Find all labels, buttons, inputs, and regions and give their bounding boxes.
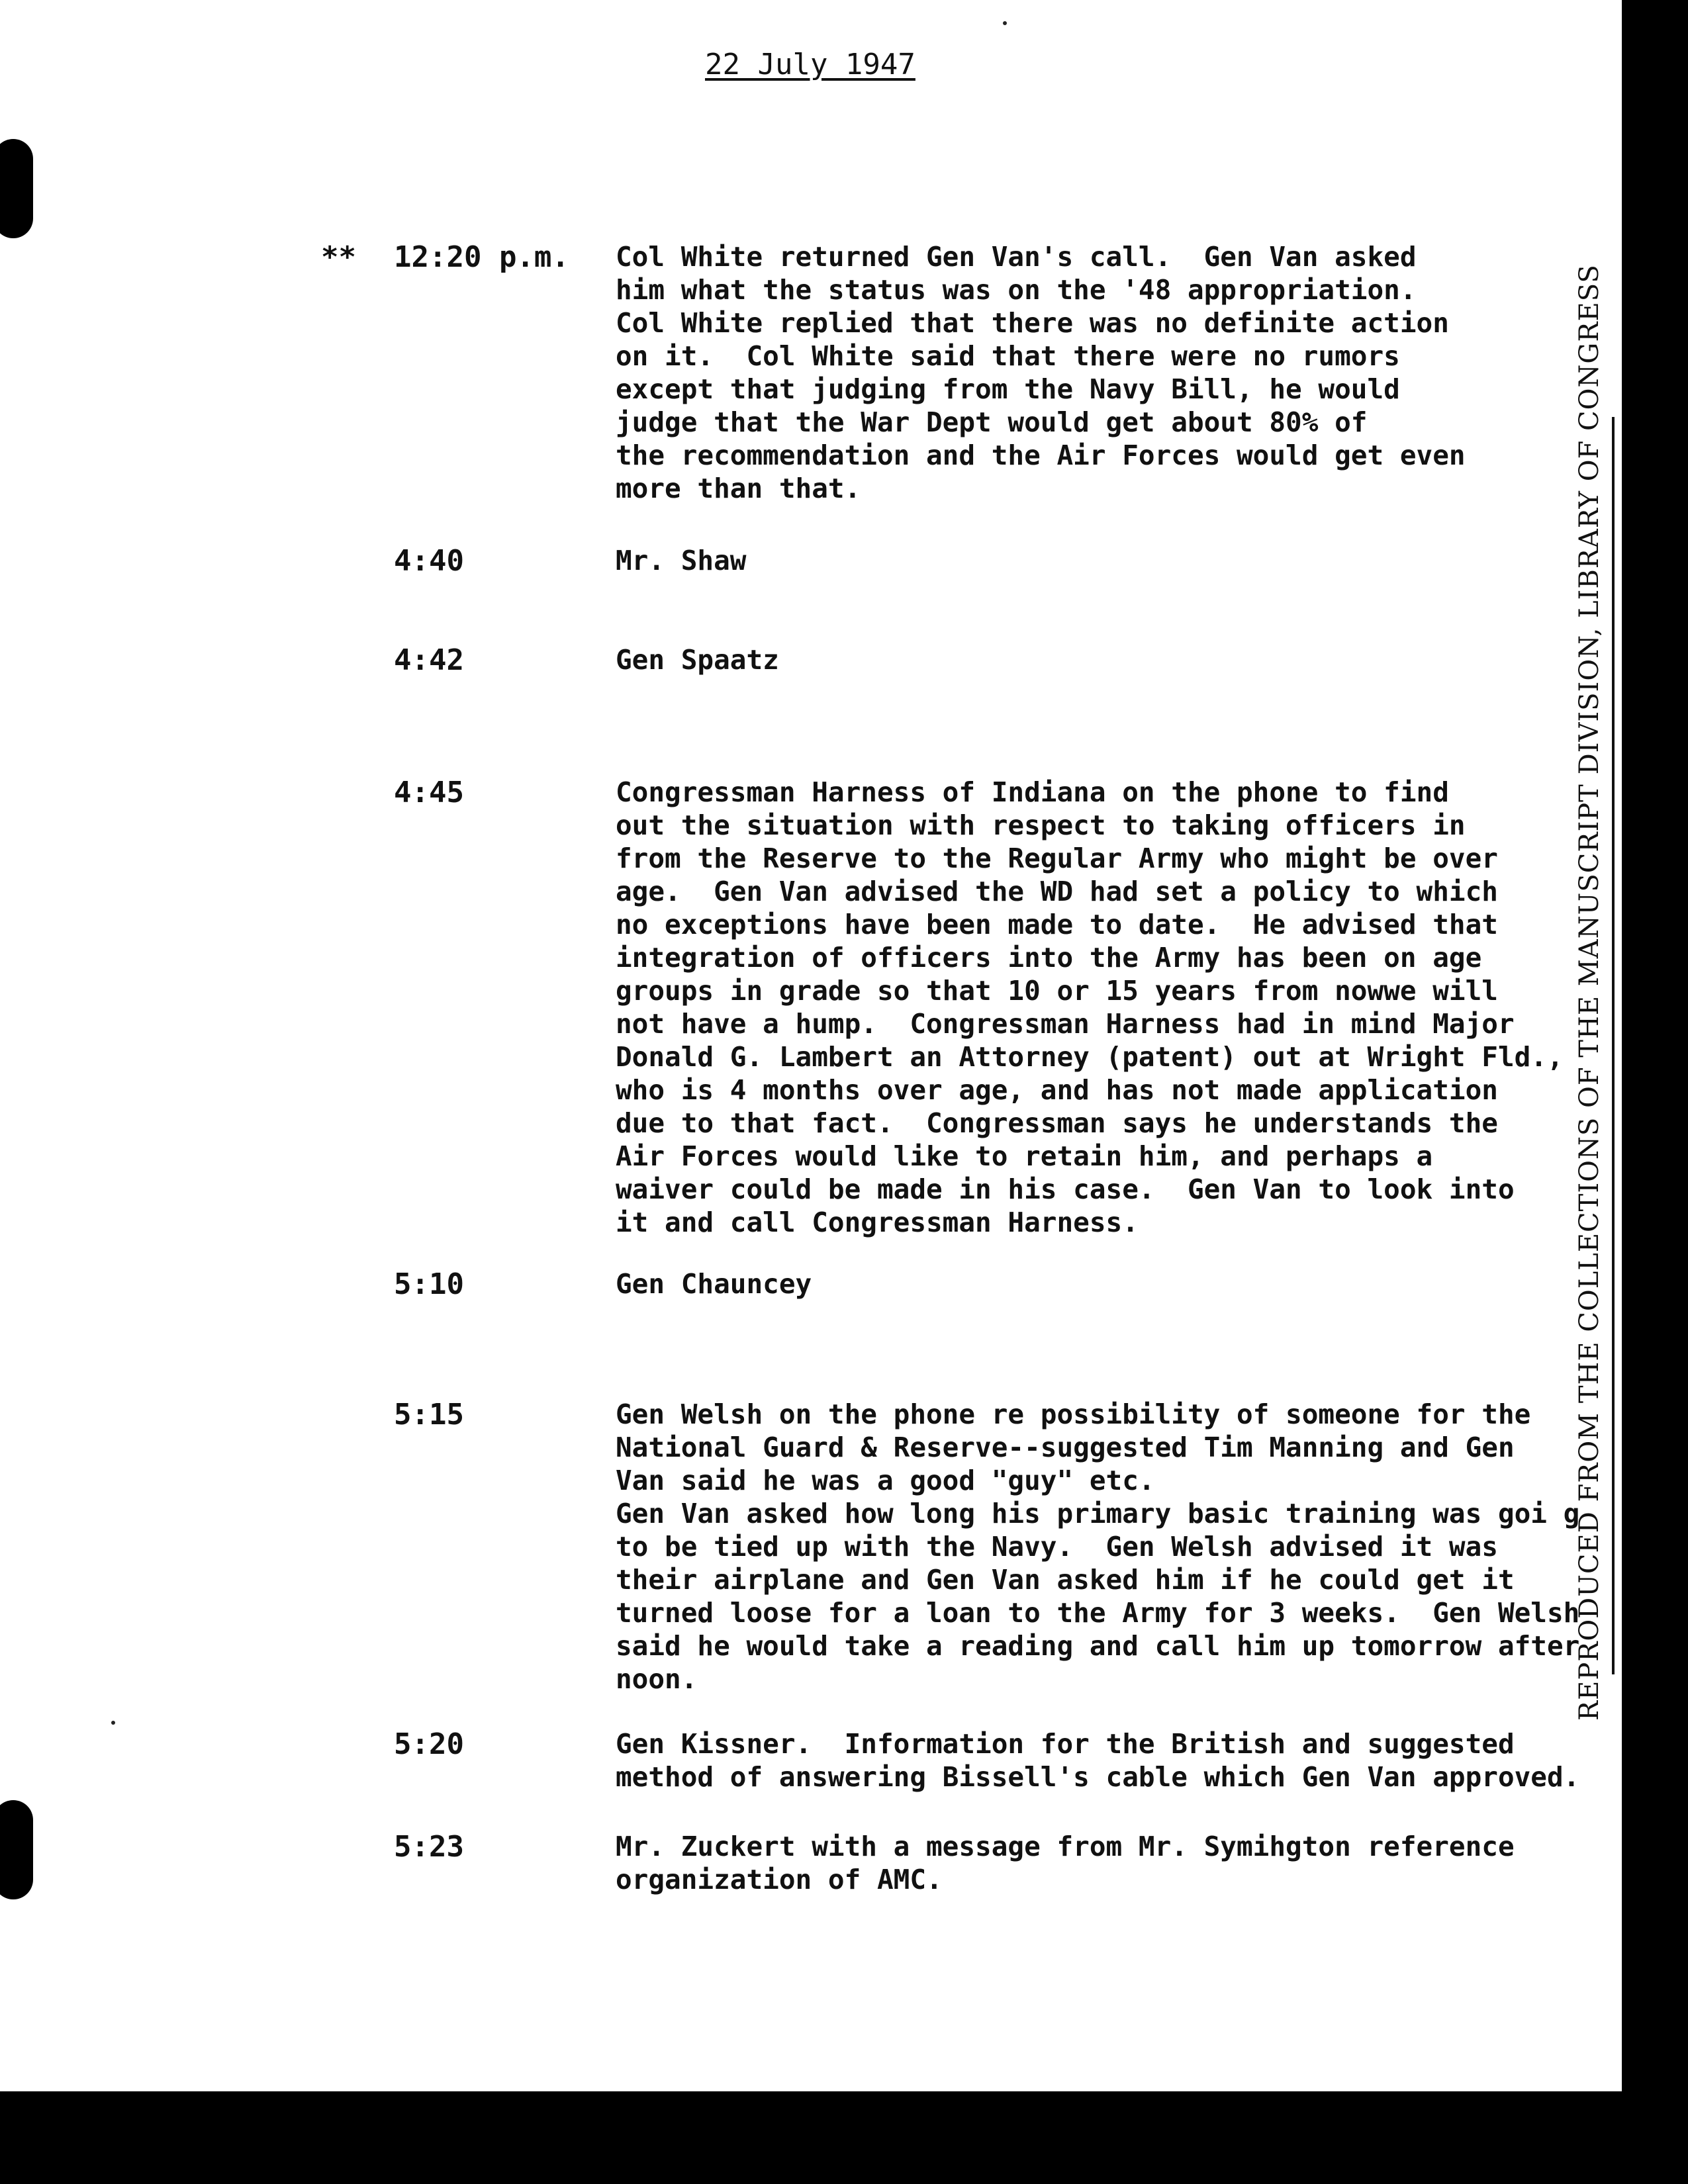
binder-hole-top (0, 139, 33, 238)
entry-marker: ** (321, 240, 356, 274)
paper-speck (111, 1721, 115, 1725)
archive-stamp: REPRODUCED FROM THE COLLECTIONS OF THE MANUSCRIPT DIVISION, LIBRARY OF CONGRESS (1574, 264, 1605, 1721)
entry-time: 4:40 (394, 544, 464, 578)
entry-text: Gen Chauncey (616, 1268, 812, 1300)
entry-text: Col White returned Gen Van's call. Gen Van asked him what the status was on the '48 appropriation. Col White replied that there was no definite action on it. Col White said that there were no rumors except that judging from the Navy Bill, he would judge that the War Dept would get about 80% of the recommendation and the Air Forces would get even more than that. (616, 241, 1466, 504)
stamp-rule (1612, 417, 1615, 1674)
entry-time: 4:42 (394, 643, 464, 677)
paper-speck (1003, 21, 1007, 25)
entry-text: Gen Kissner. Information for the British and suggested method of answering Bissell's cable which Gen Van approved. (616, 1728, 1580, 1793)
entry-time: 12:20 p.m. (394, 240, 569, 274)
entry-text: Gen Spaatz (616, 644, 779, 676)
entry-time: 5:15 (394, 1398, 464, 1432)
binder-hole-bottom (0, 1800, 33, 1899)
entry-time: 5:23 (394, 1830, 464, 1864)
entry-text: Congressman Harness of Indiana on the phone to find out the situation with respect to taking officers in from the Reserve to the Regular Army who might be over age. Gen Van advised the WD had set a policy to which no exceptions have been made to date. He advised that integration of officers into the Army has been on age groups in grade so that 10 or 15 years from nowwe will not have a hump. Congressman Harness had in mind Major Donald G. Lambert an Attorney (patent) out at Wright Fld., who is 4 months over age, and has not made application due to that fact. Congressman says he understands the Air Forces would like to retain him, and perhaps a waiver could be made in his case. Gen Van to look into it and call Congressman Harness. (616, 776, 1564, 1238)
entry-time: 4:45 (394, 776, 464, 809)
entry-text: Mr. Zuckert with a message from Mr. Symihgton reference organization of AMC. (616, 1831, 1515, 1895)
entry-text: Mr. Shaw (616, 545, 747, 576)
document-date: 22 July 1947 (705, 48, 915, 81)
entry-time: 5:10 (394, 1267, 464, 1301)
entry-time: 5:20 (394, 1727, 464, 1761)
entry-text: Gen Welsh on the phone re possibility of someone for the National Guard & Reserve--suggested Tim Manning and Gen Van said he was a good "guy" etc. Gen Van asked how long his primary basic training was goi g to be tied up with the Navy. Gen Welsh advised it was their airplane and Gen Van asked him if he could get it turned loose for a loan to the Army for 3 weeks. Gen Welsh said he would take a reading and call him up tomorrow after noon. (616, 1398, 1580, 1695)
